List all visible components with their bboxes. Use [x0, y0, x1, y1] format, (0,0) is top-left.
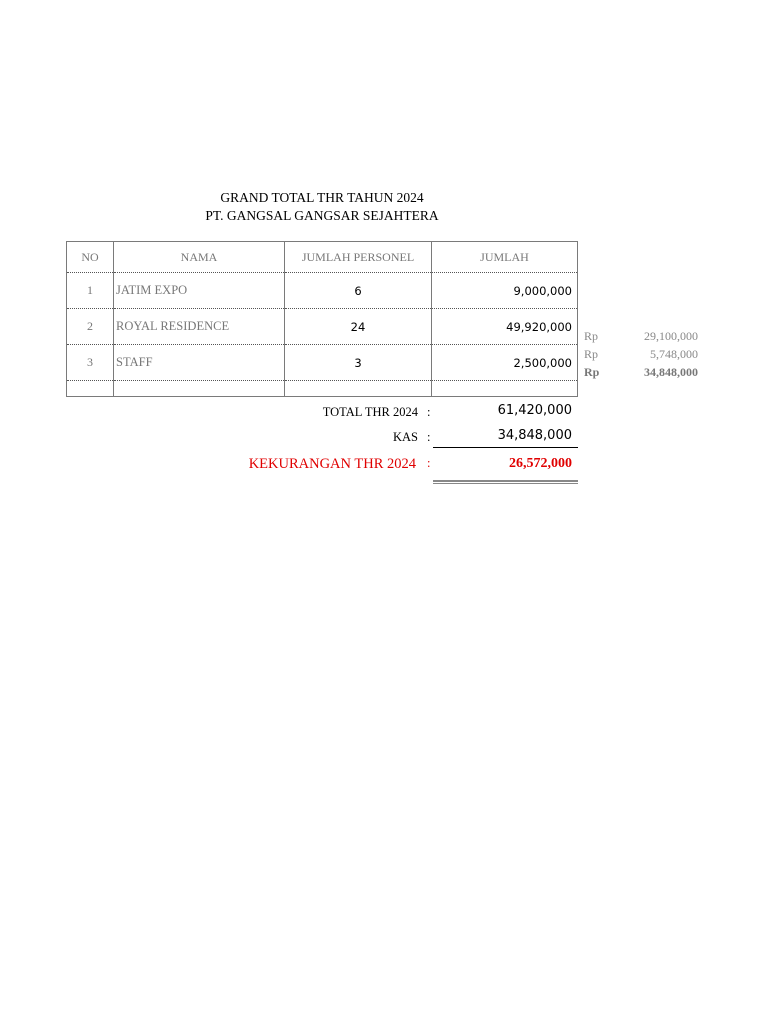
table-header-row: [67, 242, 578, 273]
row-jumlah: 9,000,000: [432, 273, 578, 309]
side-note-value: 5,748,000: [650, 347, 698, 361]
total-thr-label: TOTAL THR 2024: [322, 405, 418, 419]
row-nama: ROYAL RESIDENCE: [114, 309, 285, 345]
side-note-value: 29,100,000: [644, 329, 698, 343]
side-note-value: 34,848,000: [644, 365, 698, 379]
total-thr-colon: :: [427, 405, 431, 419]
row-jumlah: 2,500,000: [432, 345, 578, 381]
column-header-no: NO: [67, 242, 114, 273]
row-no: 2: [67, 309, 114, 345]
row-nama: STAFF: [114, 345, 285, 381]
kas-label: KAS: [392, 430, 418, 444]
kas-value: 34,848,000: [497, 428, 572, 443]
column-header-nama: NAMA: [114, 242, 285, 273]
subtotal-underline: [433, 447, 578, 448]
row-nama: JATIM EXPO: [114, 273, 285, 309]
blank-cell: [285, 381, 432, 397]
row-jumlah: 49,920,000: [432, 309, 578, 345]
total-thr-value: 61,420,000: [497, 403, 572, 418]
column-header-jumlah: JUMLAH: [432, 242, 578, 273]
kekurangan-colon: :: [427, 456, 431, 470]
double-underline-bottom: [433, 483, 578, 484]
thr-table: [66, 241, 578, 397]
report-title: GRAND TOTAL THR TAHUN 2024: [220, 190, 424, 205]
row-personel: 6: [285, 273, 432, 309]
company-name: PT. GANGSAL GANGSAR SEJAHTERA: [205, 208, 439, 223]
column-header-personel: JUMLAH PERSONEL: [285, 242, 432, 273]
kekurangan-value: 26,572,000: [509, 456, 572, 471]
side-note-currency: Rp: [584, 365, 600, 379]
side-note-currency: Rp: [584, 329, 599, 343]
table-row: [67, 345, 578, 381]
kas-colon: :: [427, 430, 431, 444]
blank-cell: [114, 381, 285, 397]
side-note-currency: Rp: [584, 347, 599, 361]
row-personel: 24: [285, 309, 432, 345]
blank-cell: [67, 381, 114, 397]
table-row: [67, 309, 578, 345]
blank-cell: [432, 381, 578, 397]
row-no: 1: [67, 273, 114, 309]
table-blank-row: [67, 381, 578, 397]
table-row: [67, 273, 578, 309]
kekurangan-label: KEKURANGAN THR 2024: [248, 456, 416, 472]
row-no: 3: [67, 345, 114, 381]
row-personel: 3: [285, 345, 432, 381]
double-underline-top: [433, 480, 578, 482]
